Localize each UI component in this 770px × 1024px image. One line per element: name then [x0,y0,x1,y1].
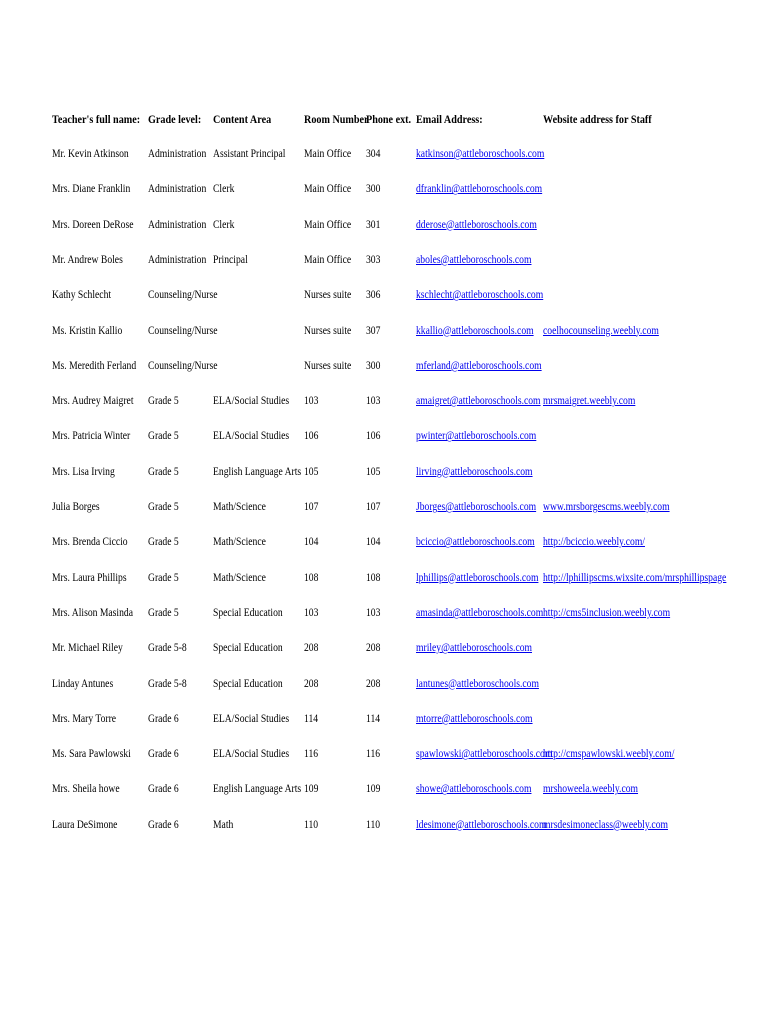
room-number: 104 [304,536,319,549]
room-number: 114 [304,712,319,725]
header-email: Email Address: [416,112,483,126]
grade-level: Counseling/Nurse [148,289,218,302]
room-number: 107 [304,501,319,513]
table-row [0,217,770,237]
teacher-name: Mrs. Sheila howe [52,783,120,796]
room-number: Nurses suite [304,359,352,372]
header-content-area: Content Area [213,112,272,126]
website-link[interactable]: mrsdesimoneclass@weebly.com [543,818,669,831]
grade-level: Administration [148,183,207,196]
content-area: Clerk [213,183,235,196]
content-area: ELA/Social Studies [213,395,290,408]
email-link[interactable]: mferland@attleboroschools.com [416,359,542,372]
table-row [0,428,770,448]
phone-ext: 208 [366,642,381,655]
website-link[interactable]: mrshoweela.weebly.com [543,783,639,796]
table-row [0,393,770,413]
teacher-name: Ms. Sara Pawlowski [52,748,131,761]
grade-level: Counseling/Nurse [148,324,218,337]
table-row [0,464,770,484]
table-row [0,570,770,590]
table-row [0,499,770,519]
phone-ext: 300 [366,183,381,196]
phone-ext: 107 [366,501,381,513]
room-number: 116 [304,748,319,761]
email-link[interactable]: katkinson@attleboroschools.com [416,148,545,160]
email-link[interactable]: lantunes@attleboroschools.com [416,677,539,690]
content-area: English Language Arts [213,783,302,796]
grade-level: Grade 5 [148,465,179,478]
teacher-name: Mrs. Audrey Maigret [52,395,134,408]
content-area: ELA/Social Studies [213,748,290,761]
content-area: Math/Science [213,501,266,513]
header-phone-ext: Phone ext. [366,112,412,126]
email-link[interactable]: ldesimone@attleboroschools.com [416,818,547,831]
header-website: Website address for Staff [543,112,652,126]
content-area: Special Education [213,677,283,690]
email-link[interactable]: aboles@attleboroschools.com [416,253,532,266]
phone-ext: 104 [366,536,381,549]
phone-ext: 114 [366,712,381,725]
content-area: Special Education [213,606,283,619]
phone-ext: 306 [366,289,381,302]
grade-level: Grade 5 [148,430,179,443]
grade-level: Grade 5 [148,501,179,513]
grade-level: Grade 6 [148,818,179,831]
email-link[interactable]: dfranklin@attleboroschools.com [416,183,543,196]
header-room-number: Room Number [304,112,369,126]
grade-level: Administration [148,218,207,231]
table-row [0,711,770,731]
table-row [0,746,770,766]
phone-ext: 208 [366,677,381,690]
website-link[interactable]: http://lphillipscms.wixsite.com/mrsphillipspage [543,571,727,584]
grade-level: Administration [148,253,207,266]
content-area: ELA/Social Studies [213,712,290,725]
grade-level: Grade 6 [148,712,179,725]
table-row [0,817,770,837]
content-area: Principal [213,253,248,266]
email-link[interactable]: lphillips@attleboroschools.com [416,571,539,584]
phone-ext: 103 [366,395,381,408]
table-row [0,676,770,696]
teacher-name: Mr. Andrew Boles [52,253,123,266]
phone-ext: 108 [366,571,381,584]
email-link[interactable]: pwinter@attleboroschools.com [416,430,537,443]
header-grade: Grade level: [148,112,202,126]
phone-ext: 301 [366,218,381,231]
teacher-name: Mrs. Alison Masinda [52,606,133,619]
room-number: 109 [304,783,319,796]
phone-ext: 300 [366,359,381,372]
email-link[interactable]: showe@attleboroschools.com [416,783,532,796]
table-row [0,358,770,378]
phone-ext: 106 [366,430,381,443]
teacher-name: Julia Borges [52,501,100,513]
grade-level: Grade 6 [148,783,179,796]
phone-ext: 110 [366,818,381,831]
grade-level: Grade 5 [148,395,179,408]
room-number: 110 [304,818,319,831]
room-number: 208 [304,642,319,655]
content-area: English Language Arts [213,465,302,478]
website-link[interactable]: http://bciccio.weebly.com/ [543,536,645,549]
table-row [0,181,770,201]
table-row [0,605,770,625]
teacher-name: Kathy Schlecht [52,289,112,302]
room-number: 105 [304,465,319,478]
email-link[interactable]: amaigret@attleboroschools.com [416,395,541,408]
table-header [0,111,770,131]
teacher-name: Mr. Kevin Atkinson [52,148,129,160]
email-link[interactable]: Jborges@attleboroschools.com [416,501,537,513]
room-number: Main Office [304,183,352,196]
email-link[interactable]: bciccio@attleboroschools.com [416,536,535,549]
teacher-name: Mrs. Patricia Winter [52,430,131,443]
table-row [0,640,770,660]
content-area: Special Education [213,642,283,655]
room-number: 208 [304,677,319,690]
teacher-name: Mrs. Diane Franklin [52,183,131,196]
table-row [0,146,770,166]
email-link[interactable]: spawlowski@attleboroschools.com [416,748,553,761]
table-row [0,781,770,801]
email-link[interactable]: amasinda@attleboroschools.com [416,606,544,619]
teacher-name: Linday Antunes [52,677,114,690]
content-area: Clerk [213,218,235,231]
phone-ext: 105 [366,465,381,478]
room-number: 106 [304,430,319,443]
phone-ext: 103 [366,606,381,619]
grade-level: Grade 5 [148,536,179,549]
website-link[interactable]: www.mrsborgescms.weebly.com [543,501,670,513]
content-area: Math/Science [213,571,266,584]
email-link[interactable]: kschlecht@attleboroschools.com [416,289,544,302]
content-area: ELA/Social Studies [213,430,290,443]
website-link[interactable]: http://cms5inclusion.weebly.com [543,606,671,619]
website-link[interactable]: coelhocounseling.weebly.com [543,324,659,337]
email-link[interactable]: lirving@attleboroschools.com [416,465,533,478]
grade-level: Administration [148,148,207,160]
content-area: Math/Science [213,536,266,549]
grade-level: Grade 5 [148,571,179,584]
teacher-name: Mrs. Brenda Ciccio [52,536,128,549]
phone-ext: 303 [366,253,381,266]
room-number: Main Office [304,148,352,160]
table-row [0,252,770,272]
website-link[interactable]: mrsmaigret.weebly.com [543,395,636,408]
room-number: Main Office [304,253,352,266]
website-link[interactable]: http://cmspawlowski.weebly.com/ [543,748,675,761]
email-link[interactable]: dderose@attleboroschools.com [416,218,537,231]
email-link[interactable]: mtorre@attleboroschools.com [416,712,533,725]
header-name: Teacher's full name: [52,112,141,126]
room-number: 103 [304,395,319,408]
teacher-name: Mrs. Laura Phillips [52,571,127,584]
email-link[interactable]: kkallio@attleboroschools.com [416,324,534,337]
content-area: Math [213,818,234,831]
teacher-name: Ms. Meredith Ferland [52,359,137,372]
phone-ext: 304 [366,148,381,160]
phone-ext: 307 [366,324,381,337]
grade-level: Grade 5 [148,606,179,619]
email-link[interactable]: mriley@attleboroschools.com [416,642,533,655]
phone-ext: 116 [366,748,381,761]
room-number: 108 [304,571,319,584]
teacher-name: Mrs. Mary Torre [52,712,117,725]
room-number: Nurses suite [304,289,352,302]
content-area: Assistant Principal [213,148,286,160]
teacher-name: Mr. Michael Riley [52,642,123,655]
grade-level: Grade 5-8 [148,677,187,690]
teacher-name: Laura DeSimone [52,818,118,831]
room-number: 103 [304,606,319,619]
teacher-name: Ms. Kristin Kallio [52,324,123,337]
room-number: Nurses suite [304,324,352,337]
grade-level: Grade 5-8 [148,642,187,655]
grade-level: Counseling/Nurse [148,359,218,372]
phone-ext: 109 [366,783,381,796]
grade-level: Grade 6 [148,748,179,761]
teacher-name: Mrs. Doreen DeRose [52,218,134,231]
teacher-name: Mrs. Lisa Irving [52,465,115,478]
table-row [0,534,770,554]
room-number: Main Office [304,218,352,231]
table-row [0,287,770,307]
table-row [0,323,770,343]
